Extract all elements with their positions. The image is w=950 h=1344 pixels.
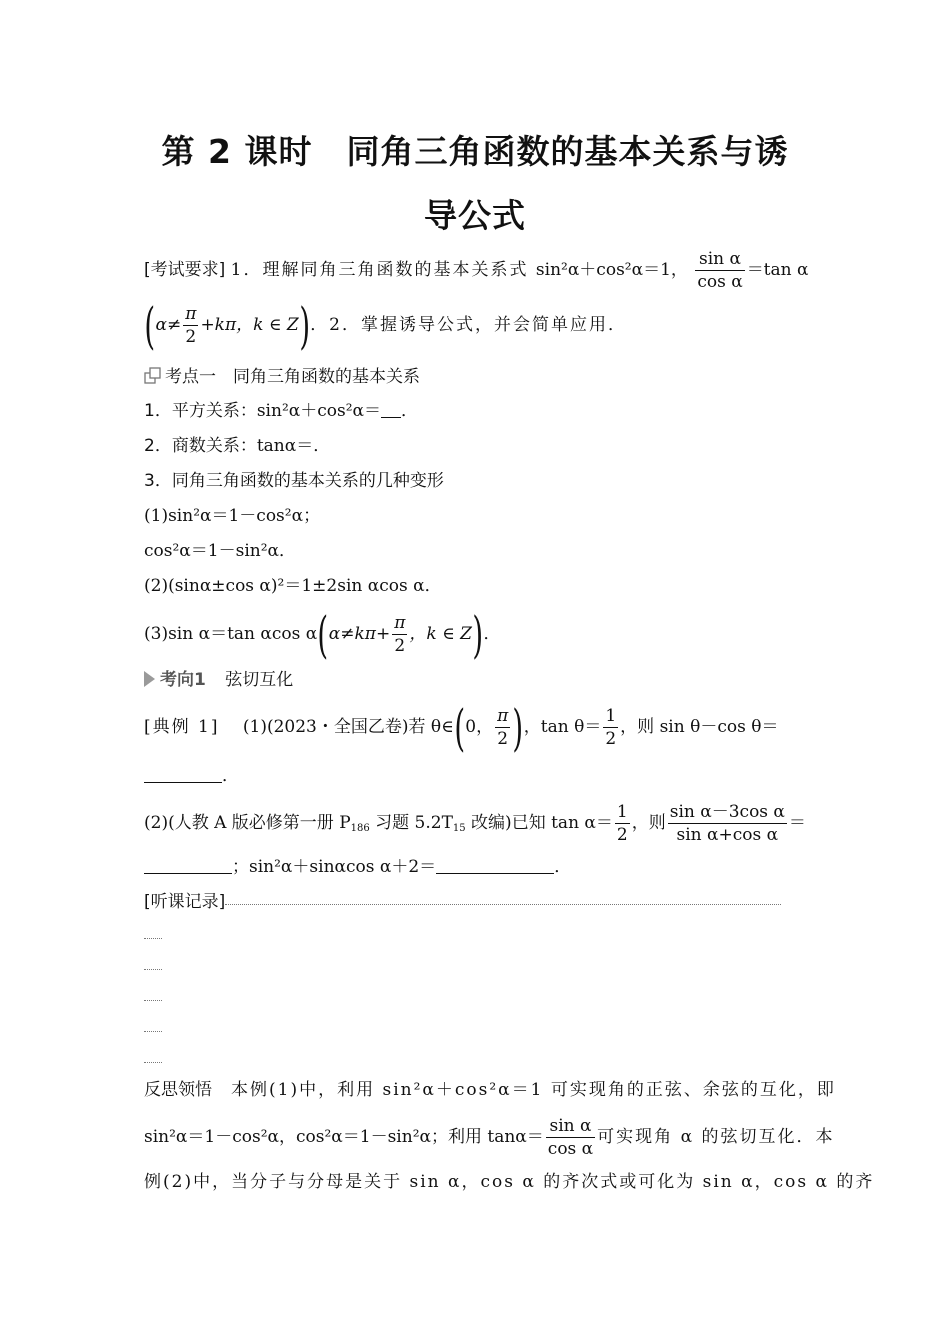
page-title-line1: 第 2 课时 同角三角函数的基本关系与诱	[161, 132, 789, 171]
right-paren: )	[299, 296, 310, 355]
requirements-fraction: $\frac{\text{sin α}}{\text{cos α}}$	[697, 249, 743, 292]
notes-line[interactable]	[144, 986, 810, 1010]
kaodian1-line7: (3)sin α＝tan αcos α(α≠kπ+ $\frac{\pi}{2}$ ，k ∈ Z)．	[144, 605, 501, 664]
triangle-marker-icon	[144, 671, 155, 687]
notes-line[interactable]	[144, 955, 810, 979]
requirements-item1: 1．理解同角三角函数的基本关系式	[230, 260, 536, 280]
kaodian1-heading: 考点一 同角三角函数的基本关系	[144, 365, 810, 389]
answer-blank	[381, 399, 401, 418]
example1-part2-answer: ；sin²α＋sinαcos α＋2＝ ．	[144, 855, 810, 879]
requirements-line1	[144, 247, 810, 293]
requirements-label: [考试要求]	[144, 260, 226, 280]
kaoxiang1-heading: 考向1 弦切互化	[144, 668, 810, 692]
example1-part1: [典例 1] (1)(2023・全国乙卷)若 θ∈(0， $\frac{\pi}{2}$ )，tan θ＝ $\frac{1}{2}$ ，则 sin θ－cos θ＝	[144, 698, 779, 757]
kaodian1-line6: (2)(sinα±cos α)²＝1±2sin αcos α．	[144, 576, 442, 596]
answer-blank	[144, 764, 222, 783]
pi-over-two: $\frac{\pi}{2}$	[185, 304, 197, 347]
notes-line[interactable]	[144, 1048, 810, 1072]
notes-section: [听课记录]	[144, 890, 810, 914]
notes-line[interactable]	[144, 924, 810, 948]
kaodian1-line2: 2．商数关系：tanα＝．	[144, 436, 331, 456]
example1-part1-answer: ．	[144, 764, 810, 788]
requirements-line2: (α≠ $\frac{\pi}{2}$ +kπ，k ∈ Z)．2．掌握诱导公式，并会简单应用．	[144, 296, 628, 355]
kaodian1-line1: 1．平方关系：sin²α＋cos²α＝ ．	[144, 401, 419, 421]
reflection-line3: 例(2)中，当分子与分母是关于 sin α，cos α 的齐次式或可化为 sin α，cos α 的齐	[144, 1172, 875, 1192]
page-title-line2: 导公式	[424, 196, 526, 235]
reflection-line1: 反思领悟 本例(1)中，利用 sin²α＋cos²α＝1 可实现角的正弦、余弦的互化，即	[144, 1080, 836, 1100]
notes-dotted-line[interactable]	[225, 904, 781, 905]
reflection-label: 反思领悟	[144, 1080, 212, 1100]
answer-blank	[144, 855, 232, 874]
requirements-item2: ．2．掌握诱导公式，并会简单应用．	[310, 315, 628, 335]
requirements-eq1: sin²α＋cos²α＝1，	[535, 260, 688, 280]
left-paren: (	[144, 296, 156, 355]
notes-line[interactable]	[144, 1017, 810, 1041]
example1-part2: (2)(人教 A 版必修第一册 $P_{186}$ 习题 $5.2T_{15}$ 改编)已知 tan α＝ $\frac{1}{2}$ ，则 $\frac{\text{sin α－3cos α}}{\text{sin α+cos α}}$ ＝	[144, 802, 806, 845]
pi-over-two: $\frac{\pi}{2}$	[394, 613, 406, 656]
kaodian1-line3: 3．同角三角函数的基本关系的几种变形	[144, 471, 444, 491]
requirements-eq-tail: ＝tan α	[746, 260, 809, 280]
answer-blank	[436, 855, 554, 874]
section-marker-icon	[144, 367, 162, 385]
example-label: [典例 1]	[144, 717, 220, 737]
kaodian1-line4: (1)sin²α＝1－cos²α；	[144, 506, 321, 526]
reflection-line2: sin²α＝1－cos²α，cos²α＝1－sin²α；利用 tanα＝ $\frac{\text{sin α}}{\text{cos α}}$ 可实现角 α 的弦切互化．本	[144, 1116, 835, 1159]
kaodian1-line5: cos²α＝1－sin²α．	[144, 541, 296, 561]
